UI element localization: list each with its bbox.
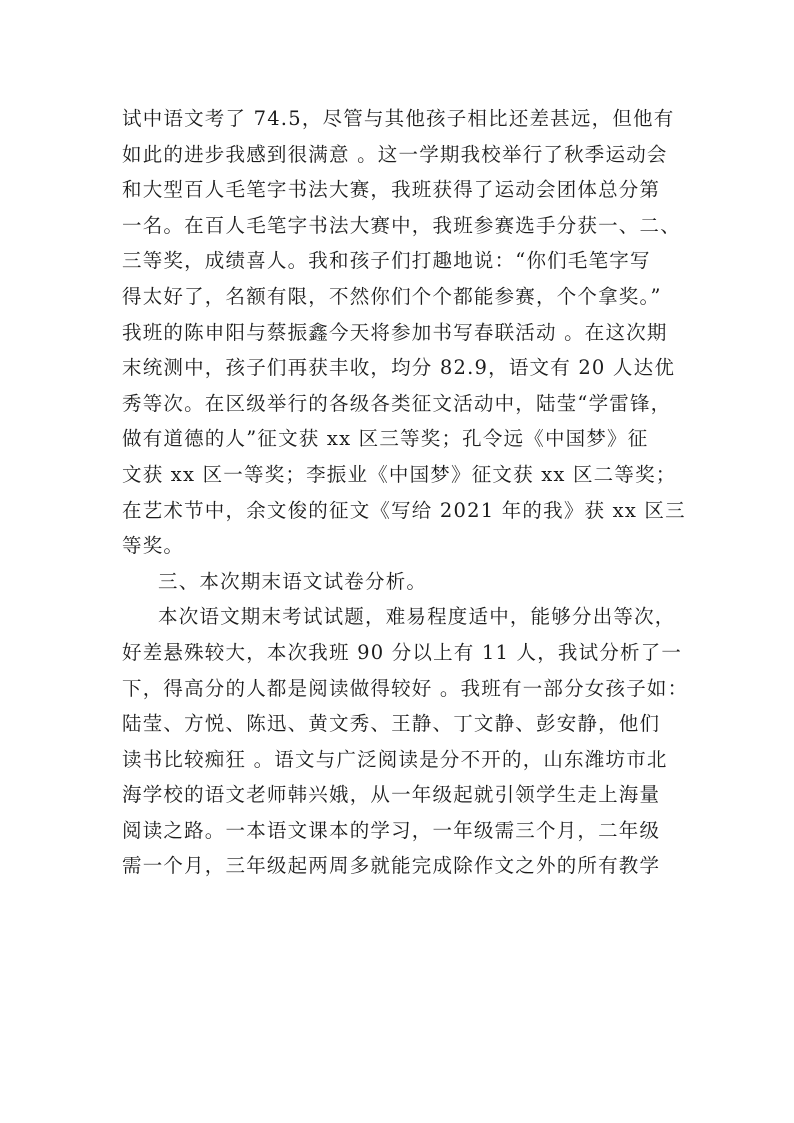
text-line: 陆莹、方悦、陈迅、黄文秀、王静、丁文静、彭安静，他们 [122, 712, 661, 736]
text-line: 阅读之路。一本语文课本的学习，一年级需三个月，二年级 [122, 818, 661, 842]
text-line: 读书比较痴狂 。语文与广泛阅读是分不开的，山东潍坊市北 [122, 747, 668, 771]
text-line: 三等奖，成绩喜人。我和孩子们打趣地说：“你们毛笔字写 [122, 249, 651, 273]
text-line: 得太好了，名额有限，不然你们个个都能参赛，个个拿奖。” [122, 284, 662, 308]
section-heading: 三、本次期末语文试卷分析。 [158, 569, 428, 593]
text-line: 海学校的语文老师韩兴娥，从一年级起就引领学生走上海量 [122, 783, 661, 807]
text-line: 末统测中，孩子们再获丰收，均分 82.9，语文有 20 人达优 [122, 356, 676, 380]
text-line: 我班的陈申阳与蔡振鑫今天将参加书写春联活动 。在这次期 [122, 320, 668, 344]
document-body [122, 101, 689, 884]
text-line: 本次语文期末考试试题，难易程度适中，能够分出等次， [158, 605, 676, 629]
text-line: 好差悬殊较大，本次我班 90 分以上有 11 人，我试分析了一 [122, 640, 683, 664]
text-line: 下，得高分的人都是阅读做得较好 。我班有一部分女孩子如： [122, 676, 689, 700]
text-line: 一名。在百人毛笔字书法大赛中，我班参赛选手分获一、二、 [122, 213, 681, 237]
text-line: 秀等次。在区级举行的各级各类征文活动中，陆莹“学雷锋， [122, 391, 672, 415]
text-line: 文获 xx 区一等奖；李振业《中国梦》征文获 xx 区二等奖； [122, 462, 677, 486]
text-line: 和大型百人毛笔字书法大赛，我班获得了运动会团体总分第 [122, 178, 661, 202]
text-line: 试中语文考了 74.5，尽管与其他孩子相比还差甚远，但他有 [122, 107, 675, 130]
text-line: 做有道德的人”征文获 xx 区三等奖；孔令远《中国梦》征 [122, 427, 649, 451]
text-line: 需一个月，三年级起两周多就能完成除作文之外的所有教学 [122, 854, 661, 878]
text-line: 等奖。 [122, 534, 185, 558]
text-line: 如此的进步我感到很满意 。这一学期我校举行了秋季运动会 [122, 142, 668, 166]
text-line: 在艺术节中，余文俊的征文《写给 2021 年的我》获 xx 区三 [122, 498, 686, 522]
